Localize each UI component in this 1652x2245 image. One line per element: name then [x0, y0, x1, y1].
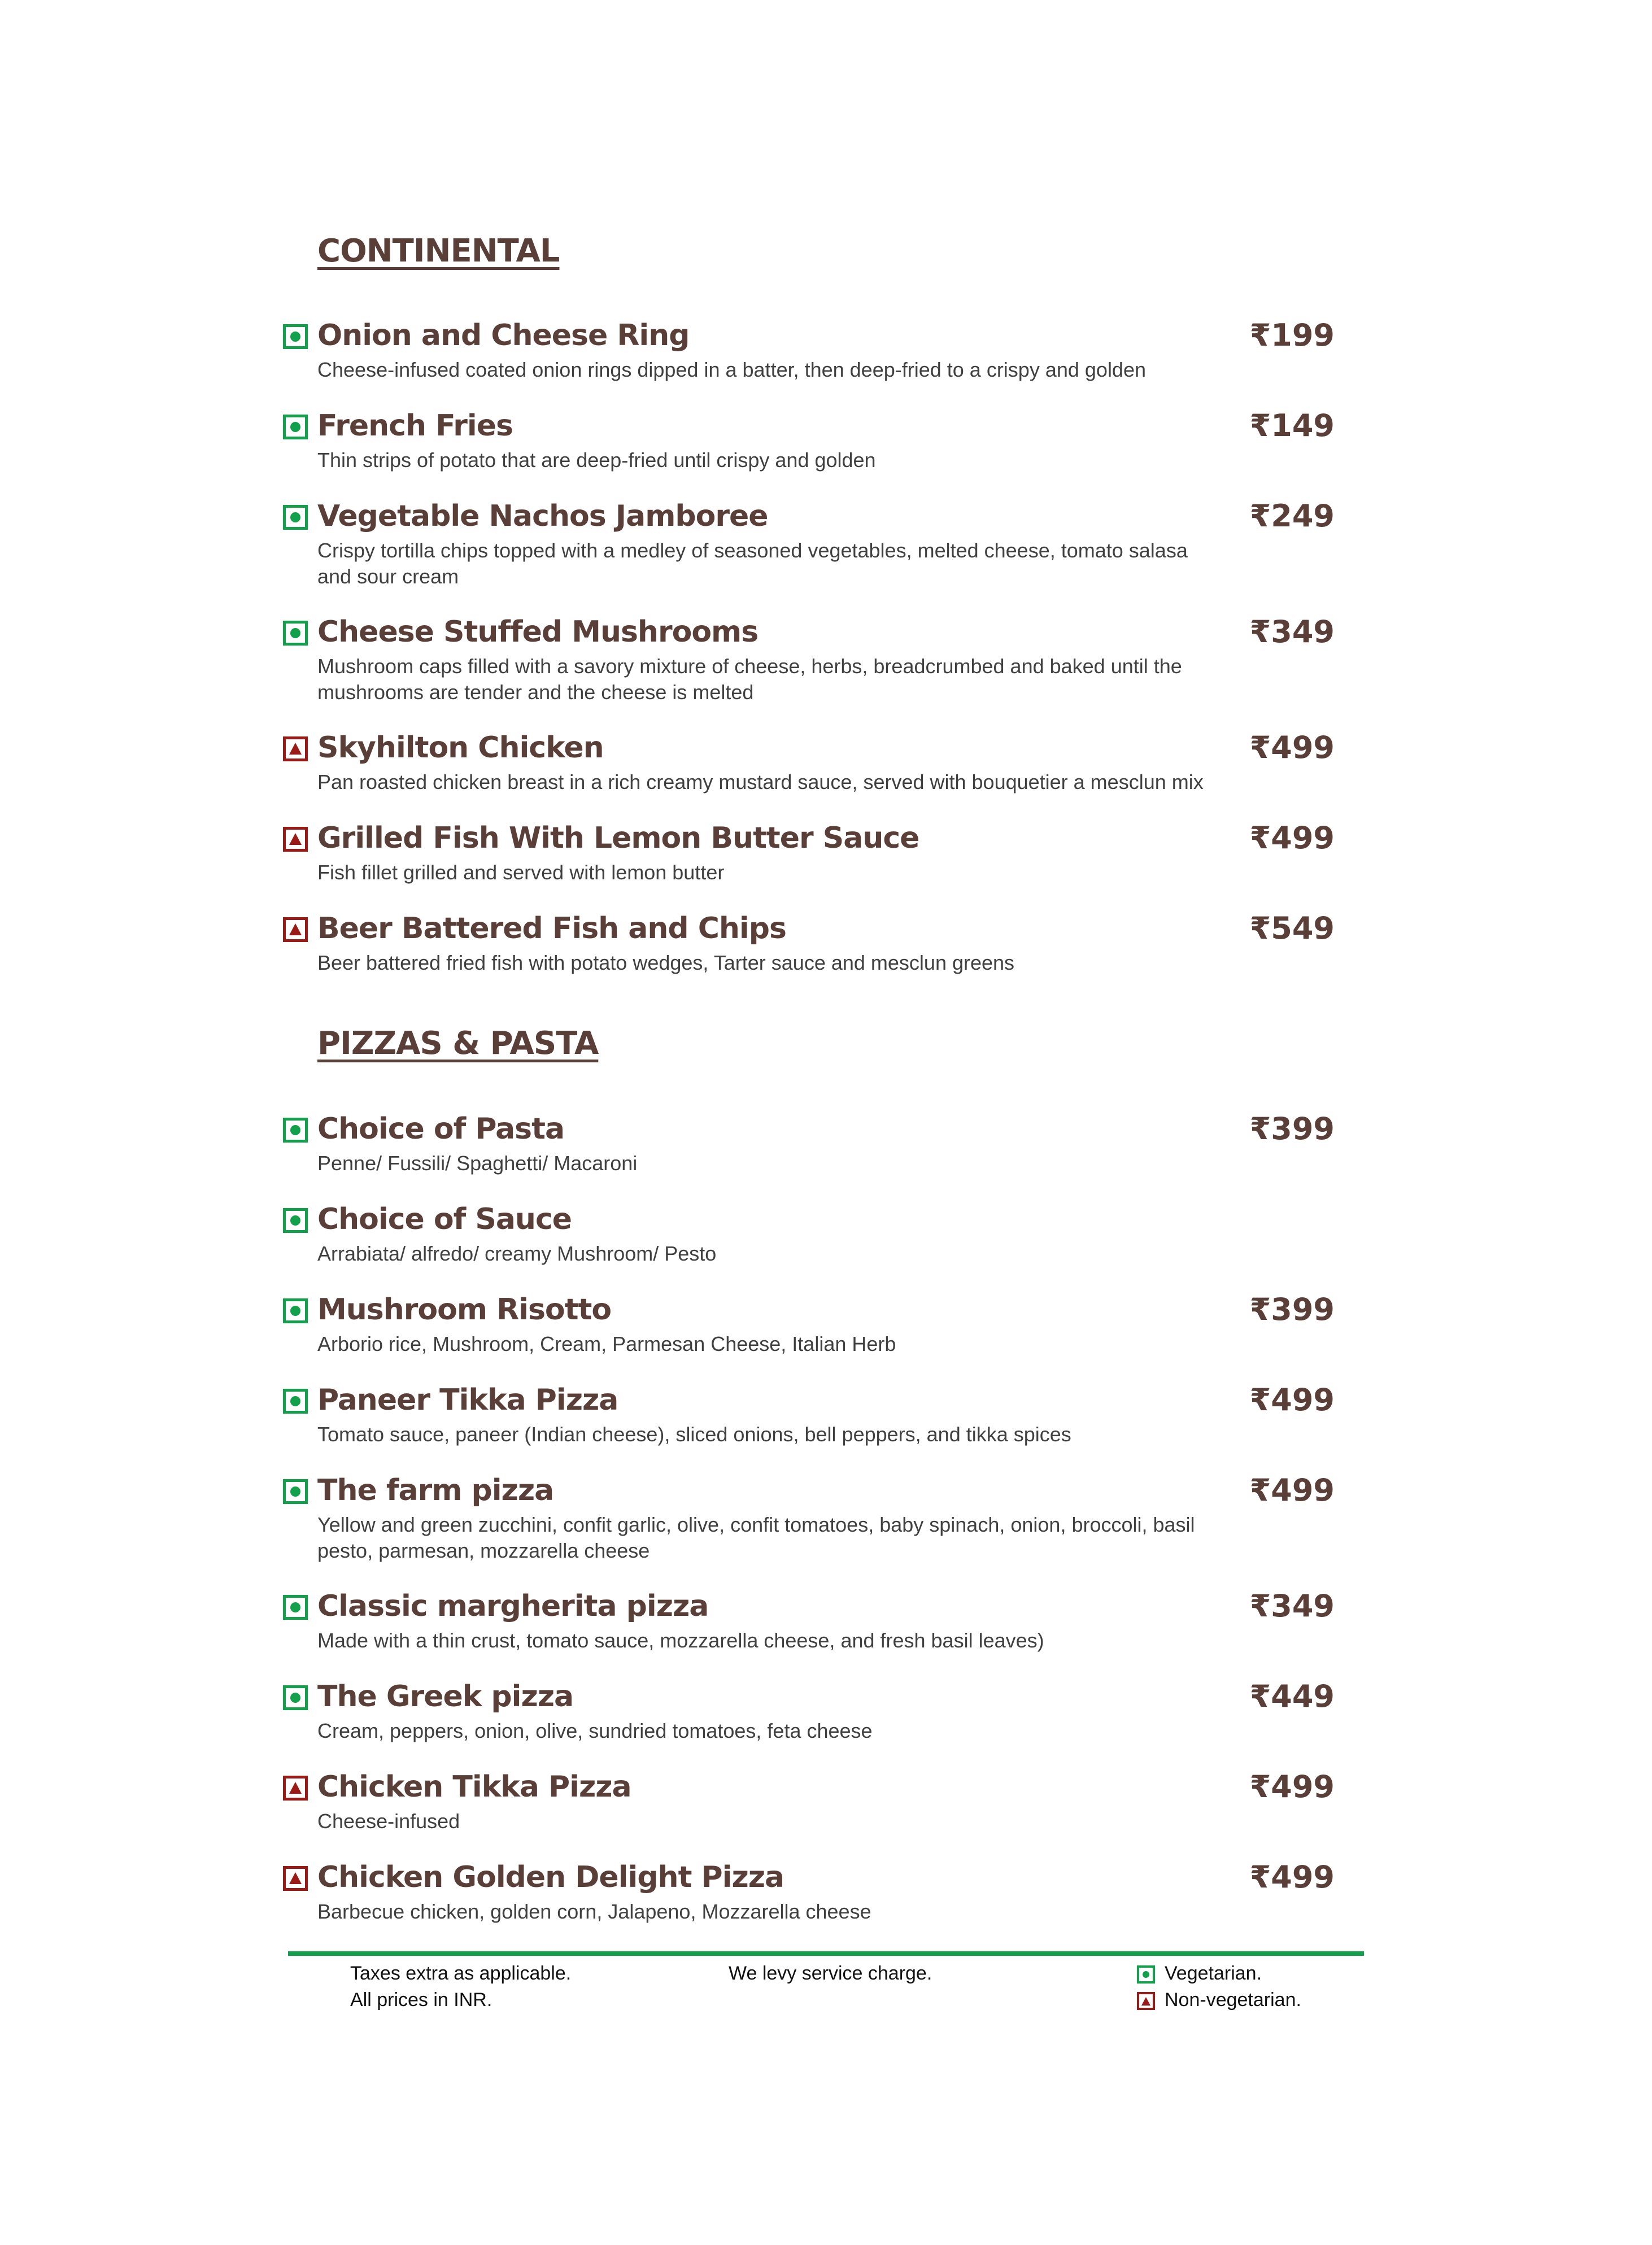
- veg-icon: [283, 1118, 308, 1143]
- footer-currency-note: All prices in INR.: [350, 1989, 492, 2011]
- item-name: The farm pizza: [317, 1474, 554, 1507]
- item-description: Thin strips of potato that are deep-fried until crispy and golden: [317, 448, 876, 472]
- item-description: Pan roasted chicken breast in a rich creamy mustard sauce, served with bouquetier a mesclun mix: [317, 770, 1204, 794]
- footer-taxes-note: Taxes extra as applicable.: [350, 1963, 572, 1984]
- legend-non-veg-icon: [1137, 1992, 1155, 2010]
- item-price: ₹499: [1249, 820, 1335, 856]
- item-description: Cheese-infused coated onion rings dipped in a batter, then deep-fried to a crispy and golden: [317, 358, 1146, 381]
- item-price: ₹149: [1249, 408, 1335, 443]
- item-description: Made with a thin crust, tomato sauce, mozzarella cheese, and fresh basil leaves): [317, 1629, 1044, 1652]
- veg-icon: [283, 505, 308, 530]
- item-price: ₹349: [1249, 1588, 1335, 1624]
- item-name: Chicken Tikka Pizza: [317, 1770, 631, 1804]
- item-name: Chicken Golden Delight Pizza: [317, 1860, 784, 1894]
- veg-icon: [283, 324, 308, 349]
- item-name: Choice of Sauce: [317, 1202, 572, 1236]
- item-price: ₹349: [1249, 614, 1335, 649]
- veg-icon: [283, 1479, 308, 1504]
- item-description: Fish fillet grilled and served with lemon butter: [317, 861, 725, 884]
- footer-service-note: We levy service charge.: [729, 1963, 932, 1984]
- item-description: Penne/ Fussili/ Spaghetti/ Macaroni: [317, 1152, 638, 1175]
- item-description: Yellow and green zucchini, confit garlic, olive, confit tomatoes, baby spinach, onion, broccoli, basil pesto, parmesan, mozzarella cheese: [317, 1513, 1195, 1562]
- item-name: Onion and Cheese Ring: [317, 319, 690, 352]
- item-description: Arborio rice, Mushroom, Cream, Parmesan Cheese, Italian Herb: [317, 1332, 896, 1355]
- item-price: ₹499: [1249, 1859, 1335, 1895]
- item-description: Cream, peppers, onion, olive, sundried tomatoes, feta cheese: [317, 1719, 873, 1742]
- veg-icon: [283, 1208, 308, 1233]
- item-price: ₹249: [1249, 498, 1335, 534]
- item-name: French Fries: [317, 409, 513, 443]
- veg-icon: [283, 1389, 308, 1414]
- legend-veg-icon: [1137, 1965, 1155, 1984]
- item-name: Skyhilton Chicken: [317, 731, 604, 765]
- item-description: Cheese-infused: [317, 1810, 460, 1833]
- non-veg-icon: [283, 917, 308, 942]
- non-veg-icon: [283, 827, 308, 852]
- item-price: ₹399: [1249, 1292, 1335, 1327]
- item-description: Crispy tortilla chips topped with a medley of seasoned vegetables, melted cheese, tomato salasa and sour cream: [317, 539, 1188, 588]
- item-name: Classic margherita pizza: [317, 1589, 709, 1623]
- item-name: Grilled Fish With Lemon Butter Sauce: [317, 821, 919, 855]
- item-description: Beer battered fried fish with potato wedges, Tarter sauce and mesclun greens: [317, 951, 1015, 974]
- item-description: Mushroom caps filled with a savory mixture of cheese, herbs, breadcrumbed and baked until the mushrooms are tender and the cheese is melted: [317, 655, 1182, 704]
- legend-non-veg-label: Non-vegetarian.: [1165, 1989, 1301, 2011]
- item-price: ₹499: [1249, 730, 1335, 765]
- item-description: Tomato sauce, paneer (Indian cheese), sliced onions, bell peppers, and tikka spices: [317, 1423, 1071, 1446]
- item-price: ₹499: [1249, 1472, 1335, 1508]
- non-veg-icon: [283, 1866, 308, 1891]
- item-price: ₹399: [1249, 1111, 1335, 1147]
- item-name: Choice of Pasta: [317, 1112, 565, 1146]
- item-price: ₹499: [1249, 1769, 1335, 1804]
- item-description: Barbecue chicken, golden corn, Jalapeno, Mozzarella cheese: [317, 1900, 871, 1923]
- item-price: ₹199: [1249, 317, 1335, 353]
- item-price: ₹549: [1249, 910, 1335, 946]
- non-veg-icon: [283, 1776, 308, 1801]
- item-name: Vegetable Nachos Jamboree: [317, 499, 768, 533]
- item-name: Mushroom Risotto: [317, 1293, 612, 1327]
- item-price: ₹449: [1249, 1679, 1335, 1714]
- item-name: Cheese Stuffed Mushrooms: [317, 615, 759, 649]
- legend-veg-label: Vegetarian.: [1165, 1963, 1262, 1984]
- item-name: Paneer Tikka Pizza: [317, 1383, 618, 1417]
- veg-icon: [283, 1595, 308, 1620]
- section-title-continental: CONTINENTAL: [317, 233, 560, 269]
- section-title-pizzas-pasta: PIZZAS & PASTA: [317, 1025, 599, 1062]
- non-veg-icon: [283, 736, 308, 761]
- item-name: The Greek pizza: [317, 1680, 574, 1714]
- item-name: Beer Battered Fish and Chips: [317, 912, 786, 945]
- item-price: ₹499: [1249, 1382, 1335, 1418]
- veg-icon: [283, 415, 308, 439]
- item-description: Arrabiata/ alfredo/ creamy Mushroom/ Pesto: [317, 1242, 717, 1265]
- footer-divider: [288, 1951, 1364, 1956]
- veg-icon: [283, 621, 308, 646]
- veg-icon: [283, 1298, 308, 1323]
- veg-icon: [283, 1685, 308, 1710]
